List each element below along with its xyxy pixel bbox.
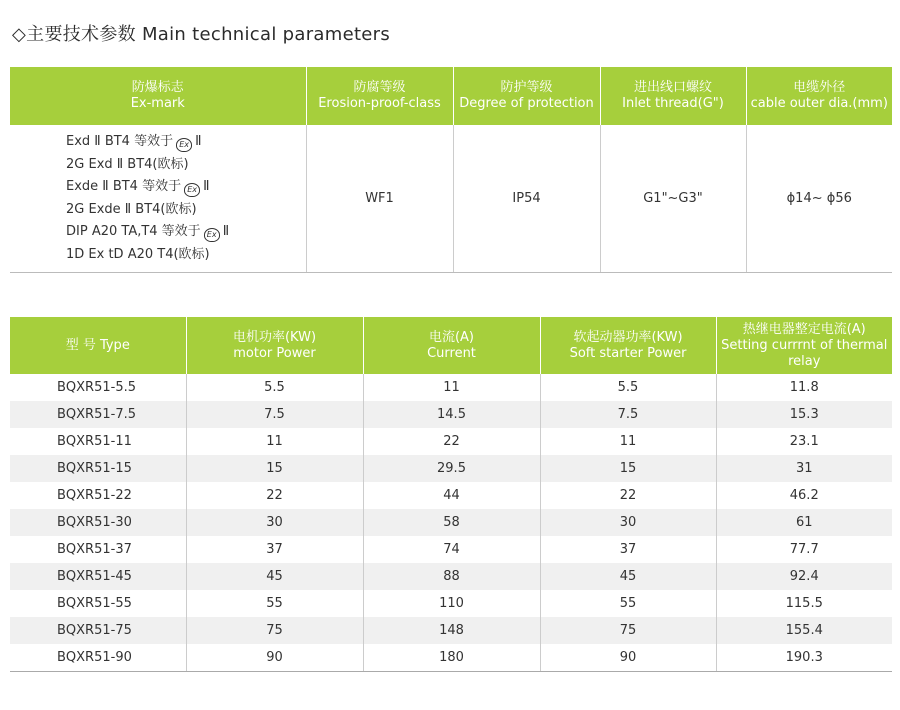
- header-cable-diameter: 电缆外径 cable outer dia.(mm): [746, 67, 892, 125]
- current-cell: 44: [363, 482, 540, 509]
- current-cell: 180: [363, 644, 540, 672]
- current-cell: 11: [363, 374, 540, 401]
- table-header-row: [10, 317, 892, 374]
- header-erosion-class: 防腐等级 Erosion-proof-class: [306, 67, 453, 125]
- table-header-row: [10, 67, 892, 125]
- current-cell: 14.5: [363, 401, 540, 428]
- ex-mark-text: 1D Ex tD A20 T4(欧标): [66, 246, 210, 262]
- header-type: 型 号 Type: [10, 317, 186, 374]
- ex-mark-text: Exd Ⅱ BT4 等效于: [66, 134, 174, 149]
- header-protection-degree: 防护等级 Degree of protection: [453, 67, 600, 125]
- thermal-relay-current-cell: 46.2: [789, 488, 819, 503]
- ex-group-suffix: Ⅱ: [203, 179, 210, 194]
- table-row: [10, 536, 892, 563]
- ex-parameters-table: [10, 67, 892, 273]
- motor-power-cell: 45: [186, 563, 363, 590]
- thermal-relay-current-cell: 61: [716, 509, 892, 536]
- model-type-cell: BQXR51-30: [10, 509, 186, 536]
- page-title: ◇主要技术参数 Main technical parameters: [12, 24, 391, 45]
- current-cell: 58: [363, 509, 540, 536]
- header-inlet-thread: 进出线口螺纹 Inlet thread(G"): [600, 67, 746, 125]
- soft-starter-power-cell: 45: [540, 563, 716, 590]
- thermal-relay-current-cell: 11.8: [789, 380, 819, 395]
- table-row: [10, 455, 892, 482]
- motor-power-cell: 15: [186, 455, 363, 482]
- current-cell: 110: [363, 590, 540, 617]
- ex-mark-line: [66, 244, 305, 267]
- thermal-relay-current-cell: 31: [716, 455, 892, 482]
- ex-symbol-icon: Ex: [184, 183, 200, 197]
- ex-group-suffix: Ⅱ: [222, 224, 230, 239]
- model-type-cell: BQXR51-45: [10, 563, 186, 590]
- cable-diameter-value: ϕ14~ ϕ56: [746, 125, 892, 273]
- protection-degree-value: IP54: [453, 125, 600, 273]
- model-type-cell: BQXR51-15: [10, 455, 186, 482]
- thermal-relay-current-cell: 23.1: [789, 434, 819, 449]
- ex-mark-line: [66, 154, 305, 177]
- motor-power-cell: 55: [186, 590, 363, 617]
- ex-mark-text: 2G Exd Ⅱ BT4(欧标): [66, 156, 189, 172]
- table-row: [10, 401, 892, 428]
- current-cell: 88: [363, 563, 540, 590]
- table-row: [10, 644, 892, 672]
- thermal-relay-current-cell: 92.4: [716, 563, 892, 590]
- soft-starter-power-cell: 15: [540, 455, 716, 482]
- soft-starter-power-cell: 22: [540, 482, 716, 509]
- ex-mark-line: [66, 176, 305, 199]
- ex-mark-text: Exde Ⅱ BT4 等效于: [66, 179, 182, 194]
- table-row: [10, 482, 892, 509]
- ex-mark-text: 2G Exde Ⅱ BT4(欧标): [66, 201, 197, 217]
- ex-mark-cell: [10, 125, 306, 273]
- motor-power-cell: 22: [186, 482, 363, 509]
- thermal-relay-current-cell: 77.7: [789, 542, 819, 557]
- soft-starter-power-cell: 75: [540, 617, 716, 644]
- model-type-cell: BQXR51-55: [10, 590, 186, 617]
- motor-power-cell: 30: [186, 509, 363, 536]
- soft-starter-power-cell: 30: [540, 509, 716, 536]
- model-type-cell: BQXR51-11: [10, 428, 186, 455]
- ex-symbol-icon: Ex: [176, 138, 192, 152]
- table-row: [10, 125, 892, 273]
- table-row: [10, 563, 892, 590]
- model-parameters-table: [10, 317, 892, 672]
- current-cell: 148: [363, 617, 540, 644]
- table-row: [10, 374, 892, 401]
- ex-group-suffix: Ⅱ: [195, 134, 202, 149]
- table-row: [10, 428, 892, 455]
- thermal-relay-current-cell: 155.4: [716, 617, 892, 644]
- inlet-thread-value: G1"~G3": [600, 125, 746, 273]
- soft-starter-power-cell: 5.5: [540, 374, 716, 401]
- motor-power-cell: 5.5: [186, 374, 363, 401]
- header-ex-mark: 防爆标志 Ex-mark: [10, 67, 306, 125]
- model-type-cell: BQXR51-90: [10, 644, 186, 672]
- model-type-cell: BQXR51-37: [10, 536, 186, 563]
- soft-starter-power-cell: 37: [540, 536, 716, 563]
- table-row: [10, 617, 892, 644]
- motor-power-cell: 90: [186, 644, 363, 672]
- current-cell: 29.5: [363, 455, 540, 482]
- soft-starter-power-cell: 90: [540, 644, 716, 672]
- ex-mark-line: [66, 221, 305, 244]
- model-type-cell: BQXR51-5.5: [10, 374, 186, 401]
- motor-power-cell: 7.5: [186, 401, 363, 428]
- header-motor-power: 电机功率(KW) motor Power: [186, 317, 363, 374]
- motor-power-cell: 11: [186, 428, 363, 455]
- ex-mark-line: [66, 131, 305, 154]
- ex-mark-text: DIP A20 TA,T4 等效于: [66, 224, 201, 239]
- motor-power-cell: 75: [186, 617, 363, 644]
- soft-starter-power-cell: 7.5: [540, 401, 716, 428]
- soft-starter-power-cell: 55: [540, 590, 716, 617]
- model-type-cell: BQXR51-22: [10, 482, 186, 509]
- current-cell: 74: [363, 536, 540, 563]
- erosion-class-value: WF1: [306, 125, 453, 273]
- header-soft-starter-power: 软起动器功率(KW) Soft starter Power: [540, 317, 716, 374]
- model-type-cell: BQXR51-75: [10, 617, 186, 644]
- model-type-cell: BQXR51-7.5: [10, 401, 186, 428]
- header-thermal-relay-current: 热继电器整定电流(A) Setting currrnt of thermal relay: [716, 317, 892, 374]
- ex-mark-line: [66, 199, 305, 222]
- current-cell: 22: [363, 428, 540, 455]
- thermal-relay-current-cell: 115.5: [785, 596, 823, 611]
- motor-power-cell: 37: [186, 536, 363, 563]
- thermal-relay-current-cell: 190.3: [716, 644, 892, 672]
- ex-symbol-icon: Ex: [204, 228, 220, 242]
- header-current: 电流(A) Current: [363, 317, 540, 374]
- table-row: [10, 590, 892, 617]
- table-row: [10, 509, 892, 536]
- soft-starter-power-cell: 11: [540, 428, 716, 455]
- thermal-relay-current-cell: 15.3: [716, 401, 892, 428]
